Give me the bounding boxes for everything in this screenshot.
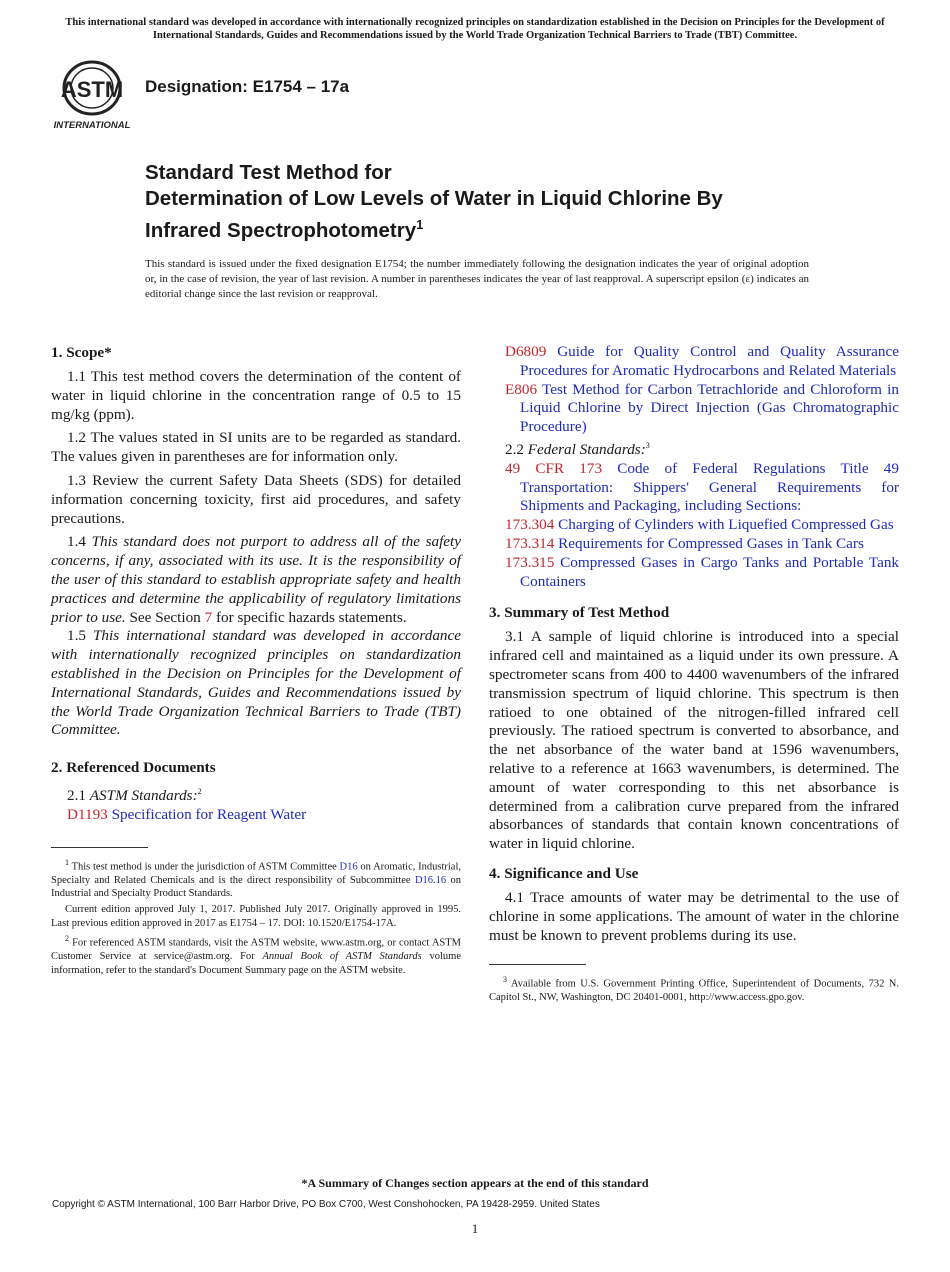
designation: Designation: E1754 – 17a xyxy=(145,77,350,96)
astm-standards-sup: 2 xyxy=(197,787,202,797)
astm-standards-label xyxy=(51,783,461,806)
title-line-3-text: Infrared Spectrophotometry xyxy=(145,218,417,242)
federal-standards-num: 2.2 xyxy=(505,441,524,459)
footnote-2-text-a: For referenced ASTM standards, visit the ASTM website, www.astm.org, or contact ASTM Customer Service at service@astm.org. For xyxy=(51,937,462,963)
footnote-1-text-c: on Industrial and Specialty Product Standards. xyxy=(51,874,462,900)
issued-note: This standard is issued under the fixed designation E1754; the number immediately following the designation indicates the year of original adoption or, in the case of revision, the year of last revision. A number in parentheses indicates the year of last reapproval. A superscript epsilon (ε) indicates an editorial change since the last revision or reapproval. xyxy=(145,258,809,300)
ref-title[interactable]: Compressed Gases in Cargo Tanks and Portable Tank Containers xyxy=(520,553,900,590)
page-number: 1 xyxy=(471,1221,479,1236)
scope-1-4-see: See Section xyxy=(129,608,201,626)
ref-code[interactable]: D1193 xyxy=(67,806,108,823)
ref-code[interactable]: 49 CFR 173 xyxy=(505,459,603,477)
astm-standards-num: 2.1 xyxy=(67,787,86,805)
summary-of-changes-note: *A Summary of Changes section appears at the end of this standard xyxy=(301,1176,649,1190)
section-7-link[interactable]: 7 xyxy=(204,608,213,626)
astm-standards-text: ASTM Standards: xyxy=(89,787,198,805)
ref-173-315[interactable] xyxy=(489,554,899,592)
federal-standards-sup: 3 xyxy=(645,440,650,450)
scope-1-4-italic: This standard does not purport to address all of the safety concerns, if any, associated with its use. It is the responsibility of the user of this standard to establish appropriate safety and health practices and determine the applicability of regulatory limitations prior to use. xyxy=(51,533,462,626)
scope-1-4-tail: for specific hazards statements. xyxy=(215,608,407,626)
ref-code[interactable]: 173.304 xyxy=(505,516,555,534)
ref-title[interactable]: Test Method for Carbon Tetrachloride and Chloroform in Liquid Chlorine by Direct Injection (Gas Chromatographic Procedure) xyxy=(520,380,899,436)
summary-heading: 3. Summary of Test Method xyxy=(489,604,670,622)
footnote-1-text-a: This test method is under the jurisdiction of ASTM Committee xyxy=(71,861,337,873)
ref-title[interactable]: Guide for Quality Control and Quality Assurance Procedures for Aromatic Hydrocarbons and Related Materials xyxy=(520,343,899,379)
right-column xyxy=(489,343,899,1007)
footnote-rule xyxy=(489,964,586,965)
logo-subtext: INTERNATIONAL xyxy=(53,120,131,131)
scope-1-2: 1.2 The values stated in SI units are to be regarded as standard. The values given in parentheses are for information only. xyxy=(51,429,461,466)
footnote-2-text-b: volume information, refer to the standard's Document Summary page on the ASTM website. xyxy=(51,951,462,976)
title-footnote-mark: 1 xyxy=(416,217,424,232)
committee-d16-link[interactable]: D16 xyxy=(339,861,358,873)
footnote-1 xyxy=(51,856,461,901)
ref-title[interactable]: Specification for Reagent Water xyxy=(111,806,307,823)
subcommittee-d16-16-link[interactable]: D16.16 xyxy=(414,874,447,886)
significance-4-1: 4.1 Trace amounts of water may be detrimental to the use of chlorine in some applications. The amount of water in the chlorine must be known to prevent problems during its use. xyxy=(489,888,899,944)
title-line-2: Determination of Low Levels of Water in Liquid Chlorine By xyxy=(145,187,723,210)
left-column xyxy=(51,343,461,980)
footnote-1-mark: 1 xyxy=(65,857,69,867)
ref-e806[interactable] xyxy=(489,381,899,437)
federal-standards-label xyxy=(489,437,899,460)
scope-1-5 xyxy=(51,627,461,740)
footnote-2-italic: Annual Book of ASTM Standards xyxy=(262,951,422,963)
ref-d1193[interactable] xyxy=(51,806,461,825)
footnote-2-mark: 2 xyxy=(65,934,69,944)
footnote-3-text: Available from U.S. Government Printing Office, Superintendent of Documents, 732 N. Capitol St., NW, Washington, DC 20401-0001, http://www.access.gpo.gov. xyxy=(489,978,899,1004)
ref-code[interactable]: E806 xyxy=(505,380,538,398)
footnote-1-edition: Current edition approved July 1, 2017. Published July 2017. Originally approved in 1995. Last previous edition approved in 2017 as E1754 – 17. DOI: 10.1520/E1754-17A. xyxy=(51,904,461,929)
footnote-rule xyxy=(51,847,148,848)
logo-text: ASTM xyxy=(60,77,124,102)
scope-1-5-italic: This international standard was developed in accordance with internationally recognized principles on standardization established in the Decision on Principles for the Development of International Standards, Guides and Recommendations issued by the World Trade Organization Technical Barriers to Trade (TBT) Committee. xyxy=(51,627,462,739)
footnote-1-text-b: on Aromatic, Industrial, Specialty and Related Chemicals and is the direct responsibility of Subcommittee xyxy=(51,861,461,886)
title-line-3 xyxy=(145,212,723,244)
footnote-3 xyxy=(489,973,899,1005)
ref-173-314[interactable] xyxy=(489,535,899,554)
ref-title[interactable]: Code of Federal Regulations Title 49 Transportation: Shippers' General Requirements for Shipments and Packaging, including Sections: xyxy=(520,459,899,515)
significance-heading: 4. Significance and Use xyxy=(489,864,639,882)
astm-logo xyxy=(52,58,136,132)
referenced-heading: 2. Referenced Documents xyxy=(51,759,216,777)
ref-title[interactable]: Charging of Cylinders with Liquefied Compressed Gas xyxy=(558,516,894,534)
ref-code[interactable]: 173.314 xyxy=(505,535,555,553)
scope-1-4 xyxy=(51,533,461,627)
summary-3-1: 3.1 A sample of liquid chlorine is introduced into a special infrared cell and maintained as a liquid under its own pressure. A spectrometer scans from 400 to 4400 wavenumbers of the infrared transmission spectrum of liquid chlorine. This spectrum is then ratioed to one obtained of the nitrogen-filled infrared cell previously. The ratioed spectrum is converted to absorbance, and the net absorbance of the water band at 1596 wavenumbers, relative to a reference at 1663 wavenumbers, is determined. The amount of water corresponding to this net absorbance is determined from a calibration curve prepared from the infrared absorbances of standards that contain known concentrations of water in liquid chlorine. xyxy=(489,628,899,853)
footnote-2 xyxy=(51,932,461,977)
ref-code[interactable]: D6809 xyxy=(505,343,547,360)
ref-173-304[interactable] xyxy=(489,516,899,535)
scope-heading: 1. Scope* xyxy=(51,344,112,361)
scope-1-4-num: 1.4 xyxy=(67,533,86,551)
ref-title[interactable]: Requirements for Compressed Gases in Tank Cars xyxy=(558,535,864,553)
copyright: Copyright © ASTM International, 100 Barr Harbor Drive, PO Box C700, West Conshohocken, PA 19428-2959. United States xyxy=(52,1199,600,1210)
footnote-3-mark: 3 xyxy=(503,975,507,985)
scope-1-3: 1.3 Review the current Safety Data Sheets (SDS) for detailed information concerning toxicity, first aid procedures, and safety precautions. xyxy=(51,471,461,527)
ref-49cfr173[interactable] xyxy=(489,460,899,516)
title-line-1: Standard Test Method for xyxy=(145,161,392,184)
ref-d6809[interactable] xyxy=(489,343,899,381)
top-notice: This international standard was developed in accordance with internationally recognized principles on standardization established in the Decision on Principles for the Development of International Standards, Guides and Recommendations issued by the World Trade Organization Technical Barriers to Trade (TBT) Committee. xyxy=(65,17,885,41)
page-title xyxy=(145,160,723,244)
scope-1-1: 1.1 This test method covers the determination of the content of water in liquid chlorine in the concentration range of 0.5 to 15 mg/kg (ppm). xyxy=(51,368,461,423)
federal-standards-text: Federal Standards: xyxy=(527,441,646,459)
scope-1-5-num: 1.5 xyxy=(67,627,86,645)
ref-code[interactable]: 173.315 xyxy=(505,553,555,571)
